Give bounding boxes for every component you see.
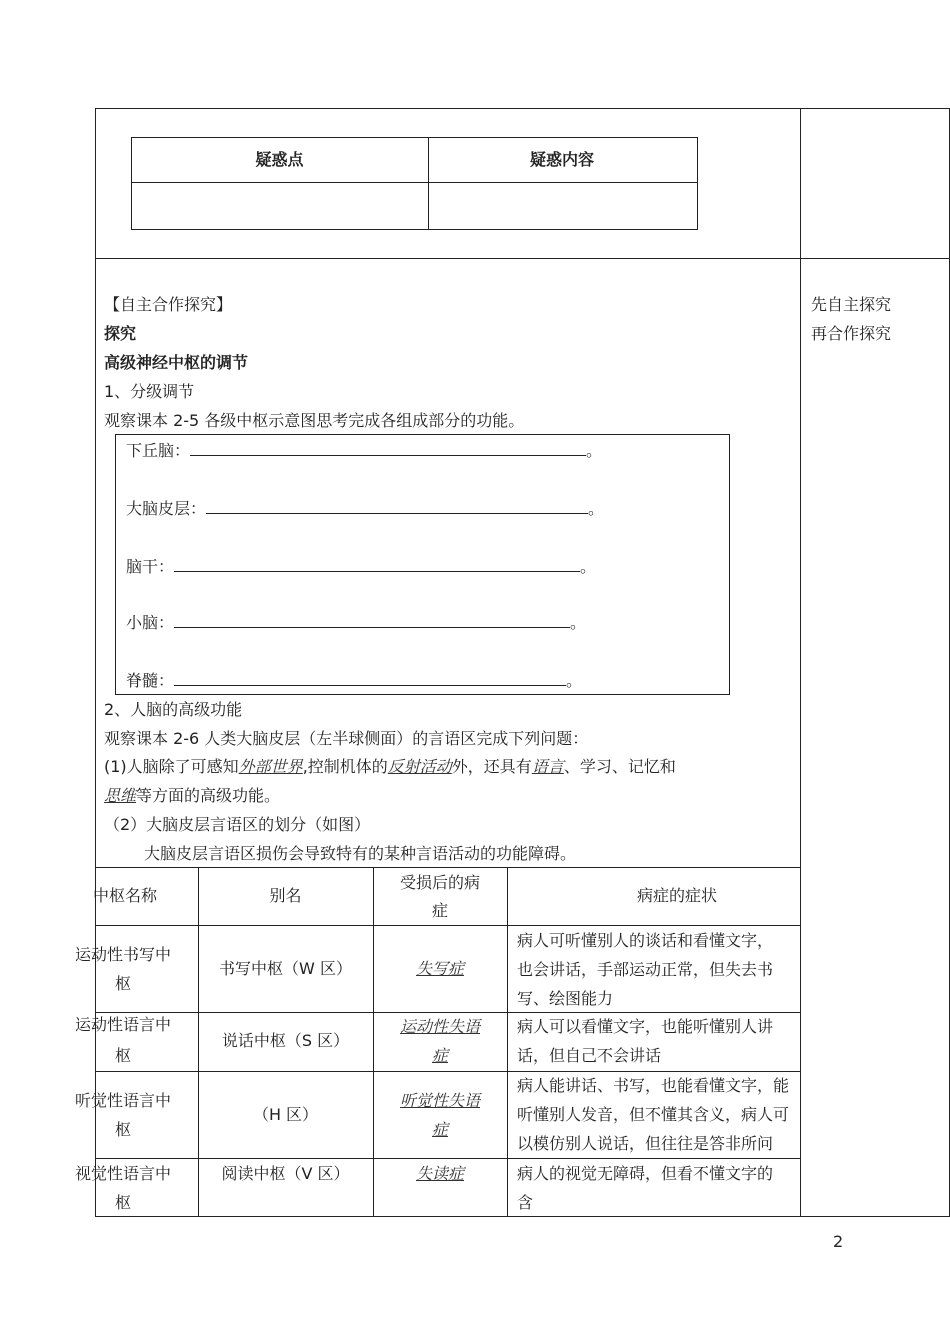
- answer-blank[interactable]: [174, 557, 580, 572]
- table-header-disease-cont: 症: [431, 901, 448, 920]
- item1-description: 观察课本 2-5 各级中枢示意图思考完成各组成部分的功能。: [104, 411, 525, 430]
- table-header-name: 中枢名称: [92, 886, 157, 905]
- row2-symptom-2: 话，但自己不会讲话: [517, 1046, 662, 1065]
- item1-heading: 1、分级调节: [104, 382, 195, 401]
- row1-symptom-3: 写、绘图能力: [517, 989, 614, 1008]
- doubts-table-divider: [131, 182, 697, 183]
- row4-symptom-2: 含: [517, 1193, 534, 1212]
- row3-symptom-2: 听懂别人发音，但不懂其含义，病人可: [517, 1105, 790, 1124]
- table-top-border: [95, 867, 801, 868]
- doubts-header-content: 疑惑内容: [529, 150, 594, 169]
- outer-mid-border: [800, 108, 801, 1216]
- row4-symptom-1: 病人的视觉无障碍，但看不懂文字的: [517, 1164, 774, 1183]
- fill-item-hypothalamus: 下丘脑： 。: [126, 441, 603, 460]
- row2-name-cont: 枢: [114, 1046, 131, 1065]
- row2-symptom-1: 病人可以看懂文字，也能听懂别人讲: [517, 1017, 774, 1036]
- outer-bottom-border: [95, 1216, 950, 1217]
- question-1-line-2: 思维等方面的高级功能。: [104, 786, 281, 805]
- answer-outer-world: 外部世界: [238, 757, 303, 776]
- row1-symptom-1: 病人可听懂别人的谈话和看懂文字，: [517, 931, 774, 950]
- item2-description: 观察课本 2-6 人类大脑皮层（左半球侧面）的言语区完成下列问题：: [104, 729, 589, 748]
- row1-name-cont: 枢: [114, 974, 131, 993]
- question-1-line-1: (1)人脑除了可感知外部世界,控制机体的反射活动外，还具有语言、学习、记忆和: [104, 757, 676, 776]
- answer-blank[interactable]: [174, 613, 570, 628]
- fill-item-cerebral-cortex: 大脑皮层： 。: [126, 499, 605, 518]
- row3-symptom-3: 以模仿别人说话，但往往是答非所问: [517, 1134, 774, 1153]
- row1-alias: 书写中枢（W 区）: [219, 959, 352, 978]
- fill-item-spinal-cord: 脊髓： 。: [126, 671, 583, 690]
- answer-language: 语言: [531, 757, 564, 776]
- fill-item-brainstem: 脑干： 。: [126, 557, 597, 576]
- question-2-description: 大脑皮层言语区损伤会导致特有的某种言语活动的功能障碍。: [144, 844, 577, 863]
- row4-name-cont: 枢: [114, 1193, 131, 1212]
- row3-alias: （H 区）: [252, 1105, 319, 1124]
- row2-disease: 运动性失语: [399, 1017, 480, 1036]
- answer-thinking: 思维: [104, 786, 137, 805]
- table-header-disease: 受损后的病: [399, 873, 480, 892]
- table-row-border: [95, 925, 801, 926]
- row1-symptom-2: 也会讲话，手部运动正常，但失去书: [517, 960, 774, 979]
- row3-symptom-1: 病人能讲话、书写，也能看懂文字，能: [517, 1076, 790, 1095]
- table-row-border: [95, 1071, 801, 1072]
- table-col-divider: [507, 867, 508, 1216]
- table-row-border: [95, 1012, 801, 1013]
- doubts-header-point: 疑惑点: [255, 150, 304, 169]
- row2-disease-cont: 症: [431, 1046, 448, 1065]
- side-note-line-1: 先自主探究: [811, 295, 892, 314]
- answer-reflex: 反射活动: [387, 757, 452, 776]
- row3-disease: 听觉性失语: [399, 1091, 480, 1110]
- row2-alias: 说话中枢（S 区）: [221, 1031, 350, 1050]
- row1-disease: 失写症: [415, 959, 464, 978]
- answer-blank[interactable]: [174, 671, 566, 686]
- section-divider: [95, 258, 950, 259]
- question-2: （2）大脑皮层言语区的划分（如图）: [104, 815, 371, 834]
- row3-name: 听觉性语言中: [74, 1091, 171, 1110]
- row4-disease: 失读症: [415, 1164, 464, 1183]
- item2-heading: 2、人脑的高级功能: [104, 700, 243, 719]
- outer-top-border: [95, 108, 950, 109]
- answer-blank[interactable]: [206, 499, 588, 514]
- side-note-line-2: 再合作探究: [811, 324, 892, 343]
- answer-blank[interactable]: [190, 441, 586, 456]
- fill-item-cerebellum: 小脑： 。: [126, 613, 587, 632]
- table-row-border: [95, 1158, 801, 1159]
- row2-name: 运动性语言中: [74, 1015, 171, 1034]
- page-number: 2: [833, 1232, 844, 1251]
- row4-alias: 阅读中枢（V 区）: [221, 1164, 350, 1183]
- table-header-alias: 别名: [269, 886, 302, 905]
- topic-title: 高级神经中枢的调节: [104, 353, 249, 372]
- row1-name: 运动性书写中: [74, 945, 171, 964]
- row3-name-cont: 枢: [114, 1120, 131, 1139]
- sub-title: 探究: [104, 324, 137, 343]
- table-header-symptom: 病症的症状: [636, 886, 717, 905]
- section-title: 【自主合作探究】: [104, 295, 233, 314]
- row3-disease-cont: 症: [431, 1120, 448, 1139]
- row4-name: 视觉性语言中: [74, 1164, 171, 1183]
